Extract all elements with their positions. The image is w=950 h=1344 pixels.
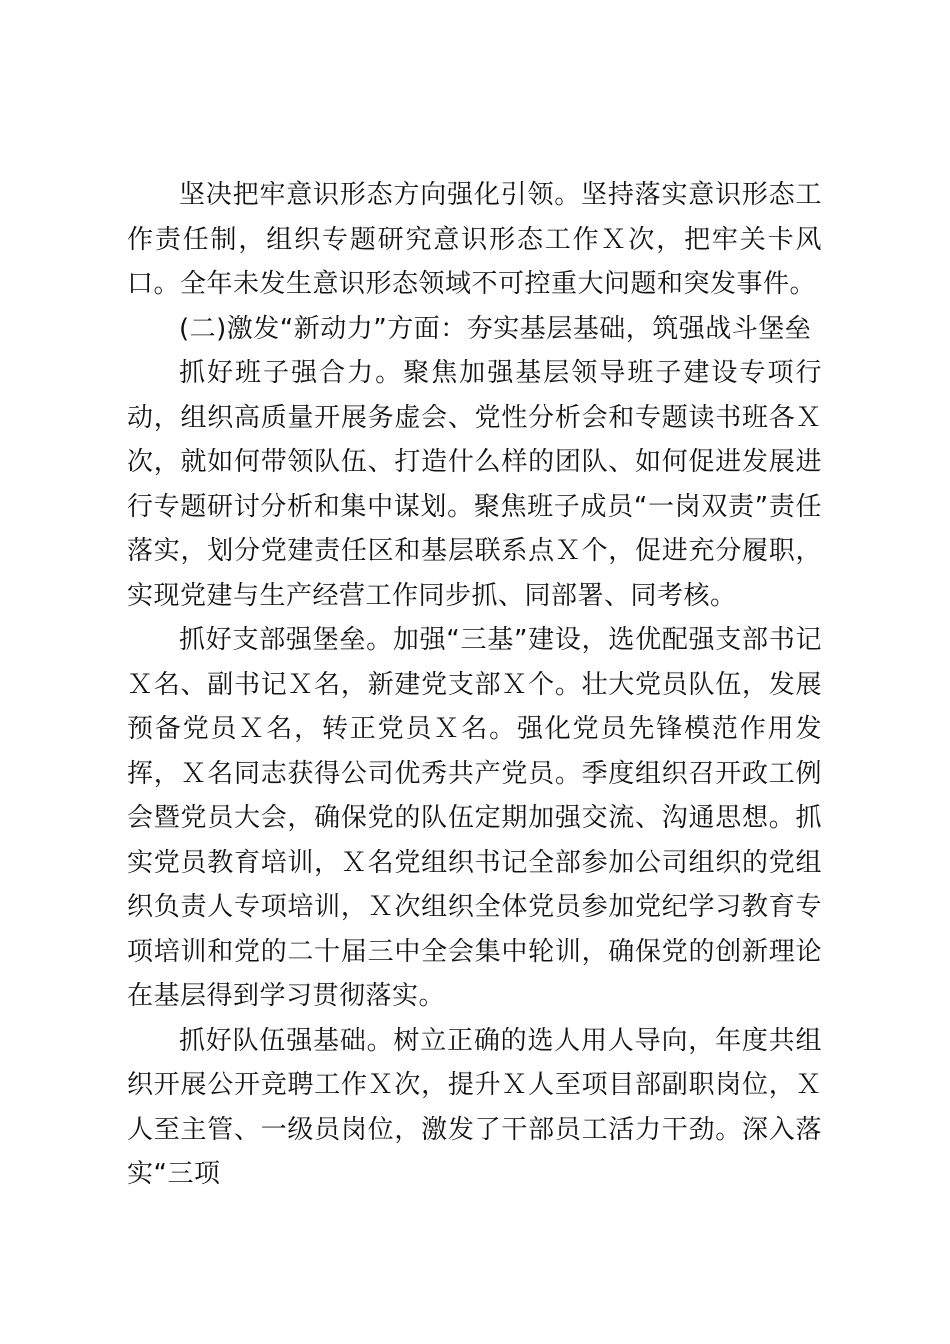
document-body	[127, 173, 822, 1197]
paragraph-party-branch: 抓好支部强堡垒。加强“三基”建设，选优配强支部书记Ｘ名、副书记Ｘ名，新建党支部Ｘ个。壮大党员队伍，发展预备党员Ｘ名，转正党员Ｘ名。强化党员先锋模范作用发挥，Ｘ名同志获得公司优秀共产党员。季度组织召开政工例会暨党员大会，确保党的队伍定期加强交流、沟通思想。抓实党员教育培训，Ｘ名党组织书记全部参加公司组织的党组织负责人专项培训，Ｘ次组织全体党员参加党纪学习教育专项培训和党的二十届三中全会集中轮训，确保党的创新理论在基层得到学习贯彻落实。	[127, 625, 822, 1011]
paragraph-ideology: 坚决把牢意识形态方向强化引领。坚持落实意识形态工作责任制，组织专题研究意识形态工作Ｘ次，把牢关卡风口。全年未发生意识形态领域不可控重大问题和突发事件。	[127, 180, 822, 299]
paragraph-team-building: 抓好队伍强基础。树立正确的选人用人导向，年度共组织开展公开竞聘工作Ｘ次，提升Ｘ人至项目部副职岗位，Ｘ人至主管、一级员岗位，激发了干部员工活力干劲。深入落实“三项	[127, 1025, 822, 1189]
section-heading-2: (二)激发“新动力”方面：夯实基层基础，筑强战斗堡垒	[179, 313, 812, 344]
paragraph-leadership-team: 抓好班子强合力。聚焦加强基层领导班子建设专项行动，组织高质量开展务虚会、党性分析会和专题读书班各Ｘ次，就如何带领队伍、打造什么样的团队、如何促进发展进行专题研讨分析和集中谋划。聚焦班子成员“一岗双责”责任落实，划分党建责任区和基层联系点Ｘ个，促进充分履职，实现党建与生产经营工作同步抓、同部署、同考核。	[127, 358, 822, 611]
